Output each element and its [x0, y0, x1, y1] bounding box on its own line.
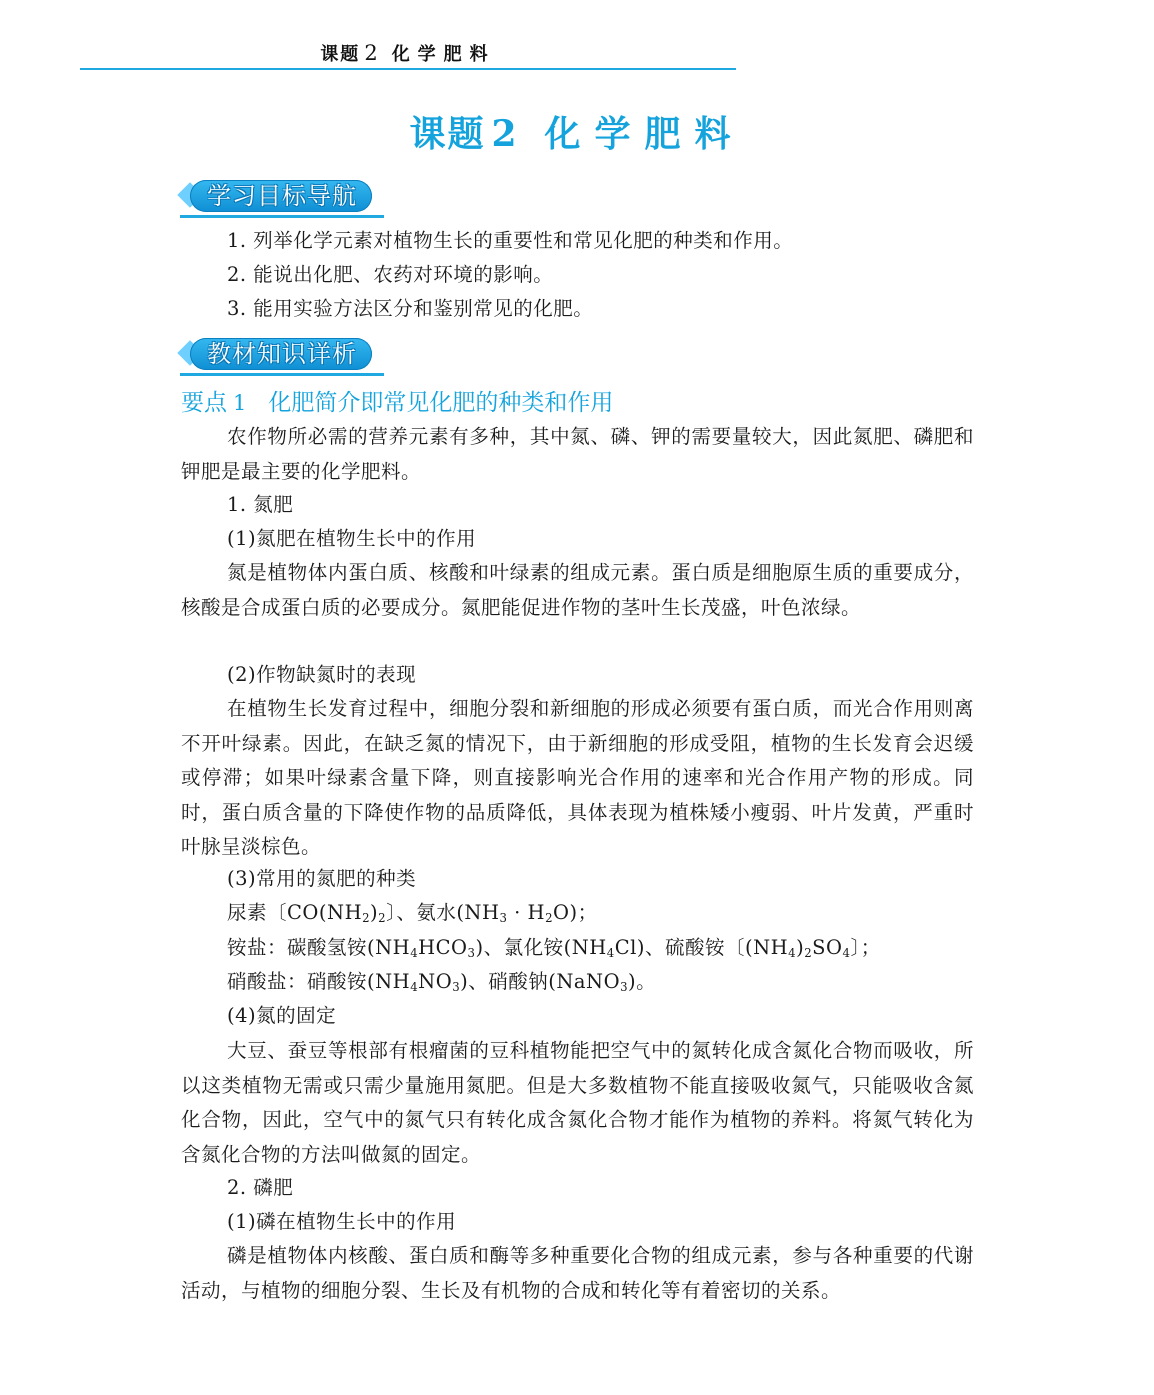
formula-text: 〕； [850, 936, 881, 959]
nitrogen-fixation-paragraph: 大豆、蚕豆等根部有根瘤菌的豆科植物能把空气中的氮转化成含氮化合物而吸收，所以这类植物无需或只需少量施用氮肥。但是大多数植物不能直接吸收氮气，只能吸收含氮化合物，因此，空气中的氮气只有转化成含氮化合物才能作为植物的养料。将氮气转化为含氮化合物的方法叫做氮的固定。 [181, 1039, 974, 1166]
title-name: 化学肥料 [544, 114, 745, 155]
title-prefix: 课题 [409, 114, 486, 155]
nitrogen-types-heading: (3)常用的氮肥的种类 [227, 867, 417, 890]
phosphorus-role-heading: (1)磷在植物生长中的作用 [227, 1210, 457, 1233]
formula-subscript: 4 [410, 945, 419, 960]
formula-subscript: 4 [788, 945, 797, 960]
banner-text: 学习目标导航 [207, 182, 357, 210]
formula-text: · H [507, 901, 546, 924]
intro-paragraph: 农作物所必需的营养元素有多种，其中氮、磷、钾的需要量较大，因此氮肥、磷肥和钾肥是最主要的化学肥料。 [181, 425, 974, 483]
running-head-name: 化学肥料 [391, 44, 496, 65]
formula-text: SO [812, 936, 843, 959]
nitrogen-fixation-heading: (4)氮的固定 [227, 1004, 337, 1027]
formula-subscript: 4 [842, 945, 851, 960]
formula-subscript: 4 [410, 979, 419, 994]
formula-text: )、硝酸钠(NaNO [460, 970, 621, 993]
keypoint-heading [181, 384, 613, 417]
nitrogen-deficiency-heading: (2)作物缺氮时的表现 [227, 663, 417, 686]
formula-subscript: 3 [452, 979, 461, 994]
formula-text: )、氯化铵(NH [475, 936, 607, 959]
formula-text: ) [796, 936, 805, 959]
nitrogen-role-heading: (1)氮肥在植物生长中的作用 [227, 527, 477, 550]
formula-text: O)； [553, 901, 598, 924]
objective-item: 1. 列举化学元素对植物生长的重要性和常见化肥的种类和作用。 [227, 229, 794, 252]
keypoint-prefix: 要点 [181, 390, 227, 416]
running-header [80, 40, 736, 66]
formula-subscript: 3 [499, 910, 508, 925]
banner-underline [180, 215, 384, 218]
formula-subscript: 4 [606, 945, 615, 960]
lesson-title [0, 106, 1154, 157]
formula-text: )。 [628, 970, 657, 993]
phosphorus-role-paragraph: 磷是植物体内核酸、蛋白质和酶等多种重要化合物的组成元素，参与各种重要的代谢活动，与植物的细胞分裂、生长及有机物的合成和转化等有着密切的关系。 [181, 1244, 974, 1302]
nitrogen-heading: 1. 氮肥 [227, 493, 294, 516]
nitrate-line [227, 965, 656, 1000]
formula-subscript: 2 [362, 910, 371, 925]
header-rule [80, 68, 736, 70]
title-number: 2 [491, 113, 519, 155]
objective-item: 3. 能用实验方法区分和鉴别常见的化肥。 [227, 297, 594, 320]
keypoint-title: 化肥简介即常见化肥的种类和作用 [268, 390, 614, 416]
formula-text: Cl)、硫酸铵〔(NH [614, 936, 789, 959]
formula-text: 铵盐：碳酸氢铵(NH [227, 936, 411, 959]
phosphorus-heading: 2. 磷肥 [227, 1176, 294, 1199]
formula-text: HCO [418, 936, 468, 959]
formula-text: ) [370, 901, 379, 924]
objectives-banner [180, 176, 385, 218]
nitrogen-deficiency-paragraph: 在植物生长发育过程中，细胞分裂和新细胞的形成必须要有蛋白质，而光合作用则离不开叶绿素。因此，在缺乏氮的情况下，由于新细胞的形成受阻，植物的生长发育会迟缓或停滞；如果叶绿素含量下降，则直接影响光合作用的速率和光合作用产物的形成。同时，蛋白质含量的下降使作物的品质降低，具体表现为植株矮小瘦弱、叶片发黄，严重时叶脉呈淡棕色。 [181, 697, 974, 858]
objective-item: 2. 能说出化肥、农药对环境的影响。 [227, 263, 554, 286]
formula-subscript: 3 [620, 979, 629, 994]
running-head-prefix: 课题 [320, 44, 361, 65]
banner-underline [180, 373, 384, 376]
formula-subscript: 2 [545, 910, 553, 925]
urea-ammonia-line [227, 896, 598, 931]
banner-text: 教材知识详析 [207, 340, 357, 368]
analysis-banner [180, 334, 385, 376]
formula-subscript: 2 [804, 945, 813, 960]
ammonium-salts-line [227, 931, 881, 966]
formula-subscript: 2 [378, 910, 387, 925]
formula-text: 尿素〔CO(NH [227, 901, 363, 924]
nitrogen-role-paragraph: 氮是植物体内蛋白质、核酸和叶绿素的组成元素。蛋白质是细胞原生质的重要成分，核酸是合成蛋白质的必要成分。氮肥能促进作物的茎叶生长茂盛，叶色浓绿。 [181, 561, 974, 619]
formula-subscript: 3 [467, 945, 476, 960]
keypoint-number: 1 [233, 391, 247, 415]
formula-text: 〕、氨水(NH [386, 901, 500, 924]
formula-text: 硝酸盐：硝酸铵(NH [227, 970, 411, 993]
formula-text: NO [418, 970, 453, 993]
running-head-number: 2 [364, 41, 380, 65]
